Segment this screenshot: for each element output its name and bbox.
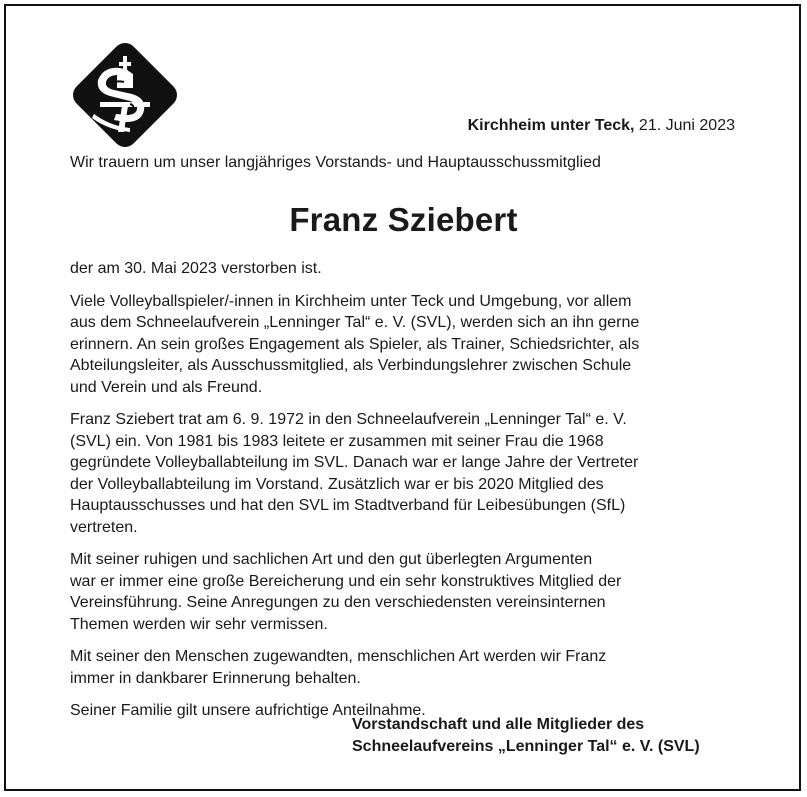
text-line: erinnern. An sein großes Engagement als Spieler, als Trainer, Schiedsrichter, als	[70, 335, 640, 353]
paragraph-1	[70, 258, 740, 280]
text-line: war er immer eine große Bereicherung und ein sehr konstruktives Mitglied der	[70, 572, 622, 590]
paragraph-3	[70, 409, 740, 538]
text-line: Viele Volleyballspieler/-innen in Kirchheim unter Teck und Umgebung, vor allem	[70, 292, 632, 310]
text-line: Vereinsführung. Seine Anregungen zu den verschiedensten vereinsinternen	[70, 594, 606, 611]
text-line: der am 30. Mai 2023 verstorben ist.	[70, 260, 322, 277]
text-line: gegründete Volleyballabteilung im SVL. Danach war er lange Jahre der Vertreter	[70, 454, 639, 471]
text-line: Franz Sziebert trat am 6. 9. 1972 in den Schneelaufverein „Lenninger Tal“ e. V.	[70, 411, 627, 428]
text-line: Mit seiner ruhigen und sachlichen Art und den gut überlegten Argumenten	[70, 551, 593, 568]
paragraph-4	[70, 549, 740, 635]
intro-text: Wir trauern um unser langjähriges Vorstands- und Hauptausschussmitglied	[70, 154, 601, 171]
date-label: 21. Juni 2023	[638, 117, 735, 134]
paragraph-5	[70, 646, 740, 689]
svl-club-logo-icon	[70, 40, 180, 150]
signature-block	[352, 714, 700, 758]
place-label: Kirchheim unter Teck,	[467, 117, 635, 134]
date-line	[468, 116, 735, 136]
text-line: aus dem Schneelaufverein „Lenninger Tal“ e. V. (SVL), werden sich an ihn gerne	[70, 314, 640, 331]
text-line: Seiner Familie gilt unsere aufrichtige Anteilnahme.	[70, 702, 426, 719]
deceased-name: Franz Sziebert	[289, 201, 518, 238]
text-line: Hauptausschusses und hat den SVL im Stadtverband für Leibesübungen (SfL)	[70, 497, 626, 514]
text-line: Themen werden wir sehr vermissen.	[70, 615, 328, 633]
text-line: (SVL) ein. Von 1981 bis 1983 leitete er zusammen mit seiner Frau die 1968	[70, 432, 604, 450]
signature-line-2: Schneelaufvereins „Lenninger Tal“ e. V. (SVL)	[352, 738, 700, 755]
text-line: vertreten.	[70, 518, 138, 536]
text-line: Abteilungsleiter, als Ausschussmitglied, als Verbindungslehrer zwischen Schule	[70, 357, 632, 374]
text-line: der Volleyballabteilung im Vorstand. Zusätzlich war er bis 2020 Mitglied des	[70, 475, 604, 493]
text-line: und Verein und als Freund.	[70, 378, 263, 396]
obituary-body	[70, 258, 740, 733]
signature-line-1: Vorstandschaft und alle Mitglieder des	[352, 716, 645, 733]
paragraph-2	[70, 291, 740, 399]
text-line: immer in dankbarer Erinnerung behalten.	[70, 669, 361, 687]
text-line: Mit seiner den Menschen zugewandten, menschlichen Art werden wir Franz	[70, 648, 607, 665]
